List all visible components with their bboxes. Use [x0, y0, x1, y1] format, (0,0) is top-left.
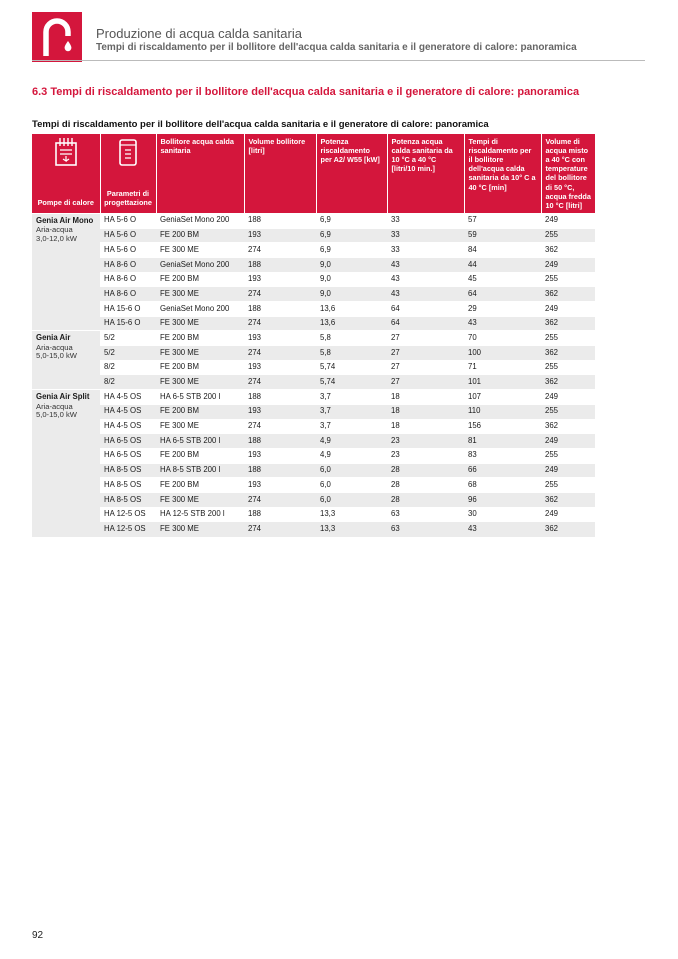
cell-tank: FE 200 BM	[156, 448, 244, 463]
cell-power: 9,0	[316, 257, 387, 272]
cell-power: 6,9	[316, 213, 387, 228]
header-tank: Bollitore acqua calda sanitaria	[156, 134, 244, 213]
cell-volume: 274	[244, 419, 316, 434]
cell-volume: 188	[244, 463, 316, 478]
cell-volume: 274	[244, 243, 316, 258]
cell-volume: 188	[244, 302, 316, 317]
table-row	[32, 316, 595, 331]
cell-dhw-power: 18	[387, 404, 464, 419]
cell-dhw-power: 43	[387, 257, 464, 272]
cell-dhw-power: 63	[387, 522, 464, 537]
table-row	[32, 287, 595, 302]
table-row	[32, 213, 595, 228]
cell-power: 13,6	[316, 302, 387, 317]
table-row	[32, 463, 595, 478]
cell-mixed-volume: 362	[541, 287, 595, 302]
cell-power: 9,0	[316, 287, 387, 302]
cell-dhw-power: 43	[387, 272, 464, 287]
table-row	[32, 375, 595, 390]
cell-power: 3,7	[316, 404, 387, 419]
cell-power: 3,7	[316, 390, 387, 405]
cell-model: HA 8-6 O	[100, 272, 156, 287]
cell-volume: 274	[244, 522, 316, 537]
cell-mixed-volume: 249	[541, 463, 595, 478]
cell-volume: 193	[244, 228, 316, 243]
cell-heating-time: 45	[464, 272, 541, 287]
cell-volume: 188	[244, 507, 316, 522]
cell-mixed-volume: 255	[541, 228, 595, 243]
cell-tank: FE 300 ME	[156, 316, 244, 331]
cell-dhw-power: 33	[387, 228, 464, 243]
cell-power: 5,8	[316, 346, 387, 361]
cell-heating-time: 43	[464, 316, 541, 331]
cell-mixed-volume: 362	[541, 492, 595, 507]
cell-power: 6,9	[316, 243, 387, 258]
cell-volume: 193	[244, 272, 316, 287]
cell-dhw-power: 64	[387, 316, 464, 331]
cell-model: HA 8-6 O	[100, 287, 156, 302]
cell-dhw-power: 33	[387, 213, 464, 228]
cell-model: HA 5-6 O	[100, 228, 156, 243]
cell-model: HA 4-5 OS	[100, 419, 156, 434]
table-row	[32, 390, 595, 405]
cell-dhw-power: 28	[387, 478, 464, 493]
cell-volume: 274	[244, 346, 316, 361]
cell-model: HA 5-6 O	[100, 243, 156, 258]
table-row	[32, 302, 595, 317]
cell-volume: 193	[244, 448, 316, 463]
cell-dhw-power: 64	[387, 302, 464, 317]
cell-dhw-power: 33	[387, 243, 464, 258]
cell-dhw-power: 23	[387, 448, 464, 463]
table-body	[32, 213, 595, 536]
cell-heating-time: 83	[464, 448, 541, 463]
cell-power: 5,74	[316, 375, 387, 390]
cell-heating-time: 81	[464, 434, 541, 449]
faucet-icon	[32, 12, 82, 62]
cell-mixed-volume: 362	[541, 243, 595, 258]
cell-power: 6,0	[316, 492, 387, 507]
cell-volume: 193	[244, 360, 316, 375]
cell-heating-time: 57	[464, 213, 541, 228]
heating-times-table	[32, 134, 595, 537]
cell-volume: 274	[244, 375, 316, 390]
header-power: Potenza riscaldamento per A2/ W55 [kW]	[316, 134, 387, 213]
cell-heating-time: 71	[464, 360, 541, 375]
cell-heating-time: 68	[464, 478, 541, 493]
cell-heating-time: 64	[464, 287, 541, 302]
header-volume: Volume bollitore [litri]	[244, 134, 316, 213]
cell-mixed-volume: 255	[541, 331, 595, 346]
cell-tank: FE 300 ME	[156, 522, 244, 537]
cell-tank: HA 6-5 STB 200 l	[156, 434, 244, 449]
cell-model: HA 4-5 OS	[100, 404, 156, 419]
cell-model: HA 8-6 O	[100, 257, 156, 272]
cell-mixed-volume: 249	[541, 257, 595, 272]
cell-volume: 193	[244, 478, 316, 493]
cell-model: HA 8-5 OS	[100, 463, 156, 478]
cell-volume: 274	[244, 316, 316, 331]
cell-mixed-volume: 362	[541, 522, 595, 537]
cell-volume: 193	[244, 331, 316, 346]
pump-range: 5,0-15,0 kW	[36, 410, 77, 420]
cell-tank: FE 200 BM	[156, 272, 244, 287]
cell-model: HA 5-6 O	[100, 213, 156, 228]
cell-heating-time: 101	[464, 375, 541, 390]
cell-heating-time: 110	[464, 404, 541, 419]
cell-mixed-volume: 255	[541, 272, 595, 287]
cell-heating-time: 30	[464, 507, 541, 522]
heat-pump-icon	[53, 137, 79, 167]
cell-volume: 188	[244, 257, 316, 272]
cell-volume: 188	[244, 390, 316, 405]
cell-tank: GeniaSet Mono 200	[156, 257, 244, 272]
cell-power: 5,74	[316, 360, 387, 375]
cell-mixed-volume: 362	[541, 346, 595, 361]
cell-mixed-volume: 255	[541, 448, 595, 463]
pump-group-cell	[32, 390, 100, 537]
pump-type: Aria-acqua	[36, 401, 73, 411]
cell-model: HA 12-5 OS	[100, 522, 156, 537]
cell-heating-time: 59	[464, 228, 541, 243]
cell-model: HA 6-5 OS	[100, 434, 156, 449]
pump-type: Aria-acqua	[36, 225, 73, 235]
cell-dhw-power: 43	[387, 287, 464, 302]
cell-model: 5/2	[100, 346, 156, 361]
cell-tank: FE 300 ME	[156, 375, 244, 390]
header-params	[100, 134, 156, 213]
pump-group-cell	[32, 331, 100, 390]
cell-power: 13,6	[316, 316, 387, 331]
cell-volume: 188	[244, 213, 316, 228]
table-row	[32, 360, 595, 375]
cell-power: 6,0	[316, 478, 387, 493]
table-row	[32, 507, 595, 522]
cell-heating-time: 84	[464, 243, 541, 258]
cell-mixed-volume: 362	[541, 419, 595, 434]
cell-power: 5,8	[316, 331, 387, 346]
table-row	[32, 228, 595, 243]
cell-tank: FE 200 BM	[156, 331, 244, 346]
pump-name: Genia Air	[36, 333, 71, 343]
cell-volume: 193	[244, 404, 316, 419]
cell-volume: 274	[244, 287, 316, 302]
cell-tank: HA 8-5 STB 200 l	[156, 463, 244, 478]
cell-mixed-volume: 362	[541, 375, 595, 390]
cell-heating-time: 96	[464, 492, 541, 507]
table-row	[32, 243, 595, 258]
tank-icon	[117, 137, 139, 167]
table-row	[32, 272, 595, 287]
cell-heating-time: 100	[464, 346, 541, 361]
header-divider	[32, 60, 645, 61]
cell-mixed-volume: 249	[541, 434, 595, 449]
cell-power: 4,9	[316, 448, 387, 463]
cell-mixed-volume: 249	[541, 302, 595, 317]
cell-dhw-power: 63	[387, 507, 464, 522]
cell-tank: HA 6-5 STB 200 l	[156, 390, 244, 405]
cell-dhw-power: 18	[387, 419, 464, 434]
pump-name: Genia Air Mono	[36, 215, 94, 225]
cell-tank: GeniaSet Mono 200	[156, 213, 244, 228]
table-row	[32, 522, 595, 537]
cell-tank: FE 200 BM	[156, 478, 244, 493]
cell-mixed-volume: 255	[541, 404, 595, 419]
cell-power: 3,7	[316, 419, 387, 434]
cell-tank: FE 200 BM	[156, 228, 244, 243]
table-header-row	[32, 134, 595, 213]
cell-tank: FE 300 ME	[156, 287, 244, 302]
cell-model: 8/2	[100, 375, 156, 390]
table-row	[32, 257, 595, 272]
cell-power: 4,9	[316, 434, 387, 449]
cell-model: 5/2	[100, 331, 156, 346]
cell-heating-time: 43	[464, 522, 541, 537]
cell-dhw-power: 18	[387, 390, 464, 405]
header-pumps	[32, 134, 100, 213]
cell-tank: FE 300 ME	[156, 346, 244, 361]
pump-range: 5,0-15,0 kW	[36, 351, 77, 361]
page-header-subtitle: Tempi di riscaldamento per il bollitore dell'acqua calda sanitaria e il generatore di calore: panoramica	[96, 42, 577, 53]
brand-logo	[32, 12, 82, 62]
cell-dhw-power: 23	[387, 434, 464, 449]
cell-mixed-volume: 249	[541, 507, 595, 522]
header-params-label: Parametri di progettazione	[104, 188, 152, 207]
cell-power: 6,9	[316, 228, 387, 243]
table-row	[32, 331, 595, 346]
cell-dhw-power: 28	[387, 492, 464, 507]
cell-power: 6,0	[316, 463, 387, 478]
cell-dhw-power: 28	[387, 463, 464, 478]
pump-name: Genia Air Split	[36, 392, 90, 402]
cell-tank: FE 300 ME	[156, 243, 244, 258]
header-heating-time: Tempi di riscaldamento per il bollitore dell'acqua calda sanitaria da 10° C a 40 °C [min]	[464, 134, 541, 213]
table-row	[32, 434, 595, 449]
table-title: Tempi di riscaldamento per il bollitore dell'acqua calda sanitaria e il generatore di calore: panoramica	[32, 119, 489, 130]
cell-model: HA 12-5 OS	[100, 507, 156, 522]
table-row	[32, 419, 595, 434]
cell-heating-time: 70	[464, 331, 541, 346]
cell-model: HA 15-6 O	[100, 316, 156, 331]
table-row	[32, 404, 595, 419]
cell-model: HA 8-5 OS	[100, 492, 156, 507]
table-row	[32, 346, 595, 361]
cell-mixed-volume: 255	[541, 360, 595, 375]
cell-tank: HA 12-5 STB 200 l	[156, 507, 244, 522]
cell-mixed-volume: 249	[541, 390, 595, 405]
cell-tank: FE 300 ME	[156, 419, 244, 434]
cell-power: 13,3	[316, 522, 387, 537]
table-row	[32, 478, 595, 493]
page-header-title: Produzione di acqua calda sanitaria	[96, 26, 302, 41]
cell-model: HA 4-5 OS	[100, 390, 156, 405]
pump-type: Aria-acqua	[36, 342, 73, 352]
cell-dhw-power: 27	[387, 375, 464, 390]
cell-dhw-power: 27	[387, 346, 464, 361]
cell-mixed-volume: 362	[541, 316, 595, 331]
header-pumps-label: Pompe di calore	[37, 197, 94, 207]
cell-model: HA 8-5 OS	[100, 478, 156, 493]
cell-dhw-power: 27	[387, 360, 464, 375]
table-row	[32, 492, 595, 507]
cell-power: 9,0	[316, 272, 387, 287]
cell-heating-time: 66	[464, 463, 541, 478]
cell-dhw-power: 27	[387, 331, 464, 346]
cell-heating-time: 107	[464, 390, 541, 405]
cell-tank: FE 200 BM	[156, 404, 244, 419]
cell-heating-time: 44	[464, 257, 541, 272]
cell-model: HA 6-5 OS	[100, 448, 156, 463]
cell-volume: 274	[244, 492, 316, 507]
pump-range: 3,0-12,0 kW	[36, 233, 77, 243]
section-title: 6.3 Tempi di riscaldamento per il bollitore dell'acqua calda sanitaria e il generatore di calore: panoramica	[32, 86, 580, 98]
table-row	[32, 448, 595, 463]
cell-heating-time: 156	[464, 419, 541, 434]
cell-mixed-volume: 255	[541, 478, 595, 493]
cell-volume: 188	[244, 434, 316, 449]
cell-tank: GeniaSet Mono 200	[156, 302, 244, 317]
cell-model: 8/2	[100, 360, 156, 375]
cell-tank: FE 300 ME	[156, 492, 244, 507]
page-number: 92	[32, 930, 44, 941]
header-mixed-volume: Volume di acqua misto a 40 °C con temperature del bollitore di 50 °C, acqua fredda 10 °C [litri]	[541, 134, 595, 213]
cell-tank: FE 200 BM	[156, 360, 244, 375]
cell-power: 13,3	[316, 507, 387, 522]
cell-heating-time: 29	[464, 302, 541, 317]
pump-group-cell	[32, 213, 100, 331]
cell-model: HA 15-6 O	[100, 302, 156, 317]
cell-mixed-volume: 249	[541, 213, 595, 228]
header-dhw-power: Potenza acqua calda sanitaria da 10 °C a 40 °C [litri/10 min.]	[387, 134, 464, 213]
